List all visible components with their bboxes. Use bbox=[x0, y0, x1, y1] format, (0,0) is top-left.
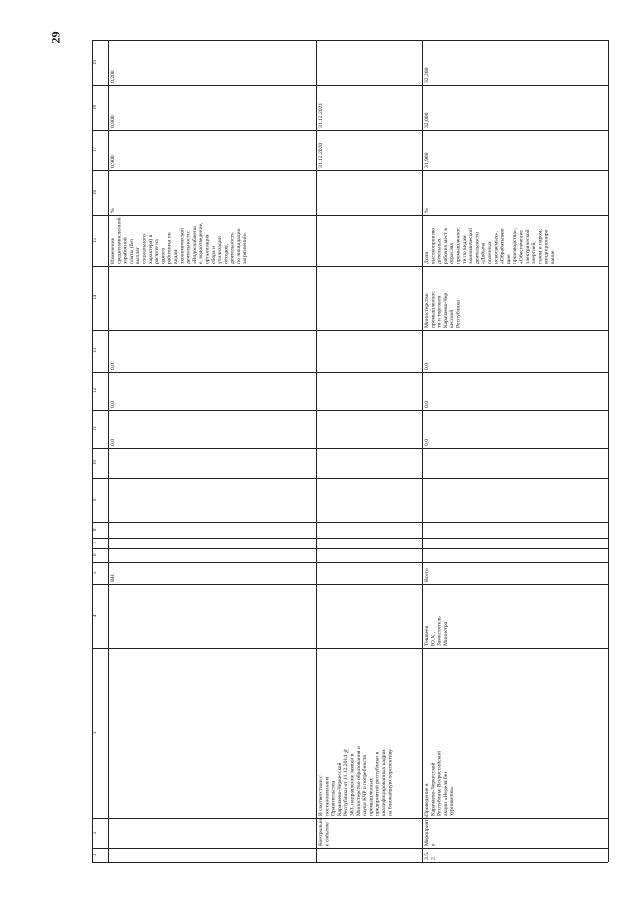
row-a-col-13: 0,0 bbox=[110, 363, 116, 370]
column-number-15: 15 bbox=[93, 238, 98, 243]
column-number-10: 10 bbox=[93, 460, 98, 466]
row-a-col-19: 0,200 bbox=[110, 70, 116, 83]
grid-line bbox=[422, 40, 423, 862]
grid-line bbox=[92, 170, 608, 171]
row-c-col-4: Тешвеев Ю.Х., Заместитель Министра bbox=[424, 616, 449, 646]
grid-line bbox=[92, 40, 608, 41]
row-c-col-5: Всего bbox=[424, 568, 430, 582]
grid-line bbox=[92, 372, 608, 373]
grid-line bbox=[92, 85, 608, 86]
grid-line bbox=[92, 584, 608, 585]
column-number-17: 17 bbox=[93, 147, 98, 153]
row-c-col-15: Доля высокопроизво дительных рабочих мест в отраслях промышленнос ти по видам экономической деятельности «Добыча полезных ископаемых», «Обрабатываю щие производства», «Обеспечение электрической энергией, газом и паром; кондициониро вание bbox=[424, 227, 556, 264]
column-number-6: 6 bbox=[93, 553, 98, 557]
grid-line bbox=[92, 548, 608, 549]
column-number-16: 16 bbox=[93, 190, 98, 195]
row-a-col-16: % bbox=[110, 208, 116, 213]
grid-line bbox=[316, 40, 317, 862]
row-c-col-16: % bbox=[424, 208, 430, 213]
column-number-18: 18 bbox=[93, 105, 98, 110]
column-number-9: 9 bbox=[93, 498, 98, 502]
row-c-col-2: Мероприяти e bbox=[424, 816, 437, 846]
row-b-col-18: 31.12.2021 bbox=[318, 102, 324, 128]
column-number-11: 11 bbox=[93, 426, 98, 432]
row-c-col-19: 32,200 bbox=[424, 67, 430, 83]
column-number-8: 8 bbox=[93, 528, 98, 532]
row-c-col-1: 3.5. 2 bbox=[424, 851, 437, 860]
row-a-col-15: Изменение средненачисленной заработной платы (без выплат социального характера) в расчете на одного работника по видам экономической деятельности: «Водоснабжени е, водоотведение, организация сбора и утилизации отходов, деятельность по ликвидации загрязнений» bbox=[110, 217, 249, 264]
grid-line bbox=[108, 40, 109, 862]
row-c-col-13: 0,0 bbox=[424, 363, 430, 370]
row-c-col-3: Проведение в Карачаево-Черкесской Республике Всероссийской акции «Неделя без турникетов» bbox=[424, 751, 456, 816]
row-c-col-12: 0,0 bbox=[424, 401, 430, 408]
grid-line bbox=[92, 848, 608, 849]
row-b-col-17: 31.12.2020 bbox=[318, 142, 324, 168]
grid-line bbox=[608, 40, 609, 862]
grid-line bbox=[92, 266, 608, 267]
row-a-col-12: 0,0 bbox=[110, 401, 116, 408]
row-c-col-11: 0,0 bbox=[424, 439, 430, 446]
grid-line bbox=[92, 862, 608, 863]
row-a-col-18: 0,800 bbox=[110, 115, 116, 128]
column-number-2: 2 bbox=[93, 831, 98, 835]
grid-line bbox=[92, 330, 608, 331]
row-a-col-11: 0,0 bbox=[110, 439, 116, 446]
grid-line bbox=[92, 215, 608, 216]
grid-line bbox=[92, 648, 608, 649]
row-b-col-2: Контрольно e событие bbox=[318, 817, 331, 846]
grid-line bbox=[92, 410, 608, 411]
grid-line bbox=[92, 562, 608, 563]
grid-line bbox=[92, 448, 608, 449]
row-c-col-14: Министерство промышленнос ти и торговли Карачаево-Чер кесской Республики bbox=[424, 291, 462, 328]
column-number-13: 13 bbox=[93, 348, 98, 354]
grid-line bbox=[92, 522, 608, 523]
column-number-4: 4 bbox=[93, 614, 98, 618]
grid-line bbox=[92, 818, 608, 819]
grid-line bbox=[92, 130, 608, 131]
row-c-col-18: 32,000 bbox=[424, 112, 430, 128]
grid-line bbox=[92, 538, 608, 539]
column-number-12: 12 bbox=[93, 388, 98, 394]
column-number-14: 14 bbox=[93, 295, 98, 301]
column-number-1: 1 bbox=[93, 853, 98, 857]
column-number-3: 3 bbox=[93, 731, 98, 735]
row-c-col-17: 31,900 bbox=[424, 152, 430, 168]
column-number-7: 7 bbox=[93, 541, 98, 545]
row-a-col-5: ВН bbox=[110, 574, 116, 582]
column-number-19: 19 bbox=[93, 60, 98, 65]
grid-line bbox=[92, 478, 608, 479]
row-b-col-3: В соответствии с постановлением Правительства Карачаево-Черкесской Республики от 11.12.2014 № 383, направление заявки в Министерство образования и науки КЧР о потребности промышленных предприятий республики в квалифицированных кадрах на ближайшую перспективу bbox=[318, 746, 394, 816]
page-number: 29 bbox=[48, 31, 63, 44]
row-a-col-17: 0,900 bbox=[110, 155, 116, 168]
column-number-5: 5 bbox=[93, 571, 98, 575]
